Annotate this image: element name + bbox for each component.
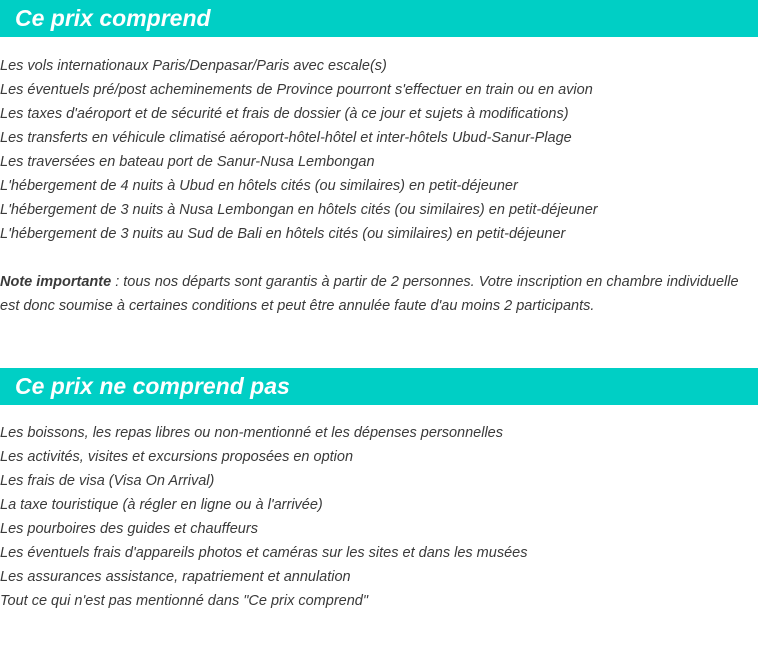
list-item: L'hébergement de 3 nuits au Sud de Bali en hôtels cités (ou similaires) en petit-déjeuner	[0, 226, 566, 242]
list-item: Les taxes d'aéroport et de sécurité et frais de dossier (à ce jour et sujets à modifications)	[0, 106, 569, 122]
included-list	[0, 54, 758, 246]
list-item: L'hébergement de 3 nuits à Nusa Lembongan en hôtels cités (ou similaires) en petit-déjeuner	[0, 202, 598, 218]
list-item: La taxe touristique (à régler en ligne ou à l'arrivée)	[0, 497, 323, 513]
list-item: Les assurances assistance, rapatriement et annulation	[0, 569, 351, 585]
list-item: Les éventuels frais d'appareils photos et caméras sur les sites et dans les musées	[0, 545, 528, 561]
list-item: Les vols internationaux Paris/Denpasar/Paris avec escale(s)	[0, 58, 387, 74]
list-item: Les traversées en bateau port de Sanur-Nusa Lembongan	[0, 154, 375, 170]
important-note-label: Note importante	[0, 274, 112, 290]
list-item: Les boissons, les repas libres ou non-mentionné et les dépenses personnelles	[0, 425, 503, 441]
important-note-text: : tous nos départs sont garantis à partir de 2 personnes. Votre inscription en chambre individuelle est donc soumise à certaines conditions et peut être annulée faute d'au moins 2 participants.	[0, 274, 739, 314]
excluded-section-title: Ce prix ne comprend pas	[0, 368, 758, 405]
list-item: Les éventuels pré/post acheminements de Province pourront s'effectuer en train ou en avion	[0, 82, 593, 98]
included-section-title: Ce prix comprend	[0, 0, 758, 37]
important-note	[0, 270, 758, 318]
list-item: Les pourboires des guides et chauffeurs	[0, 521, 258, 537]
list-item: Les transferts en véhicule climatisé aéroport-hôtel-hôtel et inter-hôtels Ubud-Sanur-Plage	[0, 130, 572, 146]
list-item: Tout ce qui n'est pas mentionné dans "Ce prix comprend"	[0, 593, 368, 609]
excluded-list	[0, 421, 758, 613]
list-item: L'hébergement de 4 nuits à Ubud en hôtels cités (ou similaires) en petit-déjeuner	[0, 178, 518, 194]
list-item: Les activités, visites et excursions proposées en option	[0, 449, 354, 465]
list-item: Les frais de visa (Visa On Arrival)	[0, 473, 215, 489]
